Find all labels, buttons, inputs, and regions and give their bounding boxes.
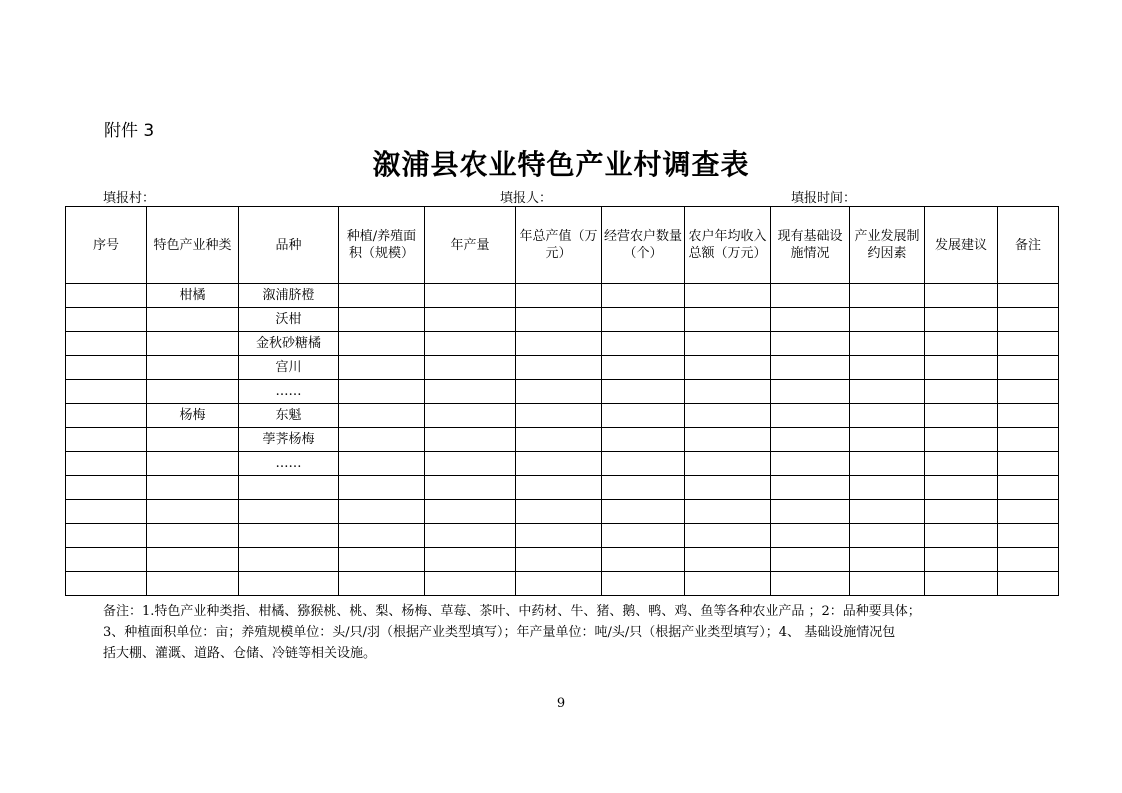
table-cell <box>516 380 602 404</box>
cell-variety: …… <box>239 452 339 476</box>
cell-category <box>147 380 239 404</box>
table-cell <box>685 332 771 356</box>
table-cell <box>516 356 602 380</box>
table-cell <box>998 476 1059 500</box>
cell-category <box>147 500 239 524</box>
table-cell <box>425 332 516 356</box>
cell-variety: 沃柑 <box>239 308 339 332</box>
table-cell <box>516 404 602 428</box>
table-cell <box>998 356 1059 380</box>
table-cell <box>685 380 771 404</box>
table-row <box>66 548 1059 572</box>
cell-seq <box>66 428 147 452</box>
table-cell <box>339 500 425 524</box>
table-cell <box>998 572 1059 596</box>
cell-category: 杨梅 <box>147 404 239 428</box>
table-cell <box>685 404 771 428</box>
table-cell <box>850 332 925 356</box>
table-cell <box>339 428 425 452</box>
table-cell <box>339 380 425 404</box>
cell-variety: 金秋砂糖橘 <box>239 332 339 356</box>
cell-variety <box>239 572 339 596</box>
table-cell <box>998 524 1059 548</box>
notes-line: 括大棚、灌溉、道路、仓储、冷链等相关设施。 <box>103 646 377 661</box>
cell-variety: 荸荠杨梅 <box>239 428 339 452</box>
cell-category <box>147 548 239 572</box>
table-cell <box>771 428 850 452</box>
cell-category <box>147 452 239 476</box>
survey-table-container <box>65 206 1059 596</box>
table-cell <box>998 404 1059 428</box>
table-cell <box>850 500 925 524</box>
table-cell <box>685 284 771 308</box>
table-cell <box>925 476 998 500</box>
column-header: 现有基础设施情况 <box>771 207 850 284</box>
table-cell <box>925 428 998 452</box>
table-cell <box>850 404 925 428</box>
table-cell <box>998 308 1059 332</box>
table-cell <box>425 548 516 572</box>
table-cell <box>850 524 925 548</box>
table-cell <box>425 476 516 500</box>
cell-variety <box>239 524 339 548</box>
table-cell <box>925 308 998 332</box>
table-cell <box>602 332 685 356</box>
table-cell <box>685 572 771 596</box>
table-cell <box>339 356 425 380</box>
table-cell <box>771 572 850 596</box>
table-cell <box>685 452 771 476</box>
table-body <box>66 284 1059 596</box>
table-cell <box>771 524 850 548</box>
table-cell <box>925 284 998 308</box>
cell-category <box>147 308 239 332</box>
table-cell <box>516 524 602 548</box>
table-cell <box>602 404 685 428</box>
table-cell <box>339 452 425 476</box>
cell-category <box>147 332 239 356</box>
table-header-row <box>66 207 1059 284</box>
column-header: 备注 <box>998 207 1059 284</box>
table-cell <box>998 284 1059 308</box>
cell-seq <box>66 500 147 524</box>
table-cell <box>516 332 602 356</box>
table-cell <box>425 524 516 548</box>
table-cell <box>685 524 771 548</box>
table-cell <box>850 452 925 476</box>
table-cell <box>425 452 516 476</box>
cell-seq <box>66 308 147 332</box>
table-cell <box>602 452 685 476</box>
table-cell <box>425 572 516 596</box>
cell-seq <box>66 380 147 404</box>
table-cell <box>685 428 771 452</box>
table-cell <box>339 332 425 356</box>
cell-category <box>147 356 239 380</box>
cell-seq <box>66 404 147 428</box>
table-cell <box>925 380 998 404</box>
table-cell <box>771 308 850 332</box>
table-row <box>66 380 1059 404</box>
table-row <box>66 452 1059 476</box>
column-header: 序号 <box>66 207 147 284</box>
cell-category <box>147 476 239 500</box>
table-cell <box>425 380 516 404</box>
table-cell <box>850 548 925 572</box>
column-header: 发展建议 <box>925 207 998 284</box>
table-cell <box>602 500 685 524</box>
table-row <box>66 284 1059 308</box>
table-cell <box>771 356 850 380</box>
cell-variety <box>239 500 339 524</box>
table-cell <box>685 308 771 332</box>
table-cell <box>339 404 425 428</box>
column-header: 品种 <box>239 207 339 284</box>
cell-seq <box>66 572 147 596</box>
table-cell <box>925 356 998 380</box>
table-cell <box>339 284 425 308</box>
cell-variety: 溆浦脐橙 <box>239 284 339 308</box>
cell-seq <box>66 476 147 500</box>
table-cell <box>850 356 925 380</box>
table-cell <box>425 404 516 428</box>
table-cell <box>516 548 602 572</box>
column-header: 经营农户数量（个） <box>602 207 685 284</box>
column-header: 特色产业种类 <box>147 207 239 284</box>
table-cell <box>850 476 925 500</box>
table-row <box>66 308 1059 332</box>
document-title: 溆浦县农业特色产业村调查表 <box>372 148 750 181</box>
table-cell <box>602 572 685 596</box>
table-cell <box>925 452 998 476</box>
table-cell <box>425 356 516 380</box>
table-cell <box>516 452 602 476</box>
column-header: 种植/养殖面积（规模） <box>339 207 425 284</box>
column-header: 年总产值（万元） <box>516 207 602 284</box>
table-cell <box>425 308 516 332</box>
table-row <box>66 572 1059 596</box>
table-cell <box>998 380 1059 404</box>
table-cell <box>850 572 925 596</box>
table-cell <box>516 428 602 452</box>
table-cell <box>998 428 1059 452</box>
cell-variety <box>239 476 339 500</box>
table-cell <box>850 308 925 332</box>
table-cell <box>850 428 925 452</box>
table-cell <box>998 500 1059 524</box>
table-cell <box>339 548 425 572</box>
table-row <box>66 404 1059 428</box>
table-cell <box>998 332 1059 356</box>
table-cell <box>771 332 850 356</box>
cell-variety: 宫川 <box>239 356 339 380</box>
table-cell <box>925 404 998 428</box>
table-cell <box>602 548 685 572</box>
table-row <box>66 356 1059 380</box>
table-cell <box>850 284 925 308</box>
page-number: 9 <box>556 696 566 711</box>
notes-block <box>103 601 1033 664</box>
cell-category <box>147 572 239 596</box>
cell-variety: …… <box>239 380 339 404</box>
table-cell <box>339 524 425 548</box>
table-cell <box>602 356 685 380</box>
table-cell <box>685 548 771 572</box>
table-cell <box>771 476 850 500</box>
table-cell <box>602 308 685 332</box>
table-cell <box>925 548 998 572</box>
cell-seq <box>66 548 147 572</box>
table-cell <box>771 404 850 428</box>
column-header: 年产量 <box>425 207 516 284</box>
attachment-label: 附件 3 <box>104 121 155 141</box>
table-cell <box>998 452 1059 476</box>
table-cell <box>602 476 685 500</box>
table-cell <box>925 524 998 548</box>
table-row <box>66 332 1059 356</box>
table-row <box>66 500 1059 524</box>
cell-category <box>147 524 239 548</box>
table-cell <box>771 452 850 476</box>
table-row <box>66 428 1059 452</box>
cell-variety <box>239 548 339 572</box>
table-cell <box>685 476 771 500</box>
notes-line: 备注：1.特色产业种类指、柑橘、猕猴桃、桃、梨、杨梅、草莓、茶叶、中药材、牛、猪、鹅、鸭、鸡、鱼等各种农业产品 ；2：品种要具体； <box>103 604 921 619</box>
table-cell <box>339 308 425 332</box>
table-cell <box>925 500 998 524</box>
table-cell <box>925 572 998 596</box>
table-cell <box>602 428 685 452</box>
table-cell <box>602 284 685 308</box>
table-cell <box>685 356 771 380</box>
table-cell <box>516 572 602 596</box>
cell-seq <box>66 284 147 308</box>
table-cell <box>602 380 685 404</box>
table-cell <box>771 380 850 404</box>
table-cell <box>425 428 516 452</box>
fill-in-time-label: 填报时间： <box>791 191 857 206</box>
table-cell <box>771 548 850 572</box>
table-cell <box>602 524 685 548</box>
table-cell <box>425 284 516 308</box>
table-row <box>66 476 1059 500</box>
table-cell <box>516 284 602 308</box>
cell-category <box>147 428 239 452</box>
table-cell <box>685 500 771 524</box>
fill-in-person-label: 填报人： <box>500 191 553 206</box>
table-cell <box>339 572 425 596</box>
table-cell <box>425 500 516 524</box>
table-cell <box>516 500 602 524</box>
table-row <box>66 524 1059 548</box>
cell-seq <box>66 356 147 380</box>
column-header: 产业发展制约因素 <box>850 207 925 284</box>
table-cell <box>771 500 850 524</box>
table-cell <box>925 332 998 356</box>
table-cell <box>516 476 602 500</box>
cell-category: 柑橘 <box>147 284 239 308</box>
table-cell <box>339 476 425 500</box>
cell-seq <box>66 452 147 476</box>
fill-in-village-label: 填报村： <box>103 191 156 206</box>
column-header: 农户年均收入总额（万元） <box>685 207 771 284</box>
cell-seq <box>66 524 147 548</box>
table-cell <box>516 308 602 332</box>
cell-variety: 东魁 <box>239 404 339 428</box>
table-cell <box>850 380 925 404</box>
survey-table <box>65 206 1059 596</box>
table-cell <box>771 284 850 308</box>
table-cell <box>998 548 1059 572</box>
cell-seq <box>66 332 147 356</box>
notes-line: 3、种植面积单位：亩；养殖规模单位：头/只/羽（根据产业类型填写）；年产量单位：吨/头/只（根据产业类型填写）；4、 基础设施情况包 <box>103 625 896 640</box>
